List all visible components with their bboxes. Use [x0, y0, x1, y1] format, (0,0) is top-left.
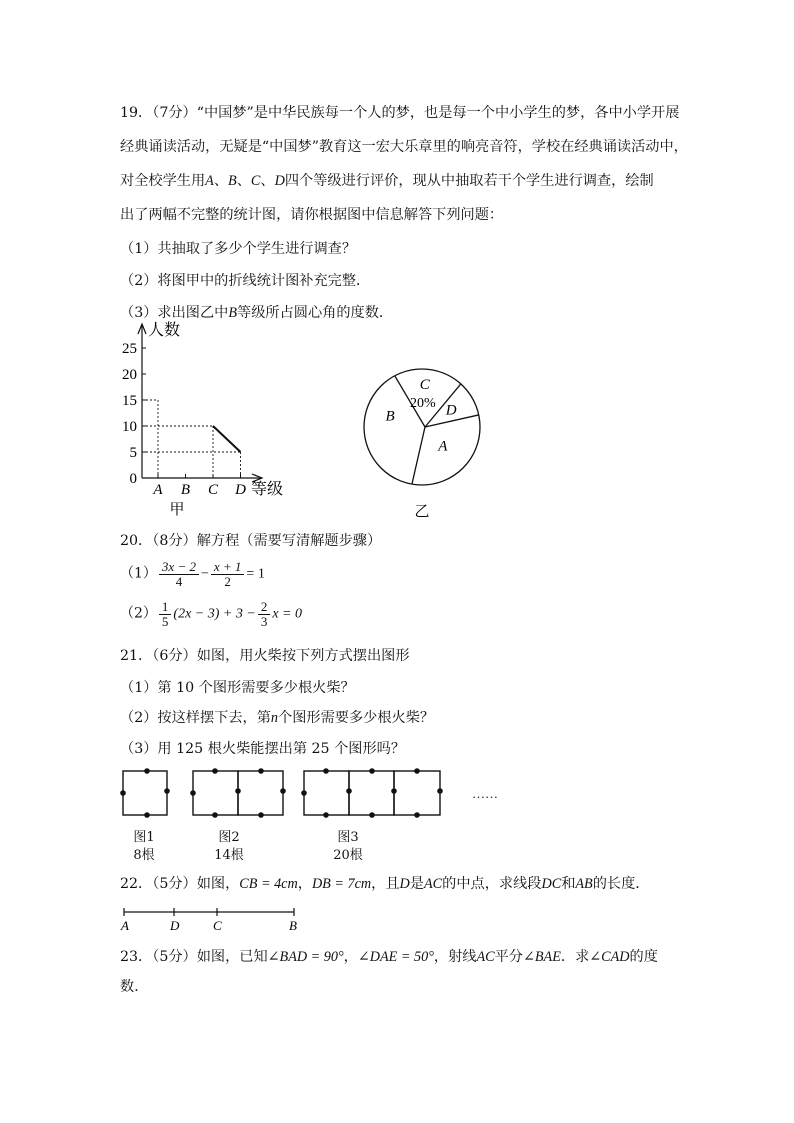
match-head — [323, 768, 329, 774]
grade-b-var: B — [228, 305, 238, 321]
pie-slice-value: 20% — [409, 396, 436, 412]
pie-chart — [342, 352, 502, 522]
eq2-f2-denominator: 3 — [260, 614, 268, 629]
angle-cad: ∠CAD — [589, 949, 630, 965]
fig1-count: 8根 — [133, 848, 155, 863]
grade-b-var: B — [228, 173, 237, 189]
fig1-name: 图1 — [133, 830, 155, 845]
match-head — [190, 790, 196, 796]
match-head — [369, 812, 375, 818]
eq2-mid: (2x − 3) + 3 − — [173, 606, 256, 622]
q23-text-c: 平分 — [494, 949, 523, 965]
sep: ， — [343, 949, 358, 965]
angle-dae: ∠DAE = 50° — [357, 949, 434, 965]
sep: ， — [297, 876, 312, 892]
grade-d-var: D — [274, 173, 285, 189]
q20-title: 20．（8分）解方程（需要写清解题步骤） — [120, 533, 382, 549]
eq1-f2-numerator: x + 1 — [211, 560, 245, 575]
q22-text-f: 的长度． — [592, 876, 650, 892]
match-head — [280, 788, 286, 794]
eq1-f1-numerator: 3x − 2 — [159, 560, 199, 575]
point-d-label: D — [170, 918, 180, 933]
eq1-label: （1） — [120, 565, 157, 582]
n-var: n — [270, 710, 278, 726]
angle-bae: ∠BAE — [522, 949, 561, 965]
matchstick-figures — [116, 764, 516, 824]
q22-text-d: 的中点，求线段 — [442, 876, 542, 892]
q21-sub-1: （1）第 10 个图形需要多少根火柴？ — [120, 680, 355, 696]
q19-line-3-text-b: 四个等级进行评价，现从中抽取若干个学生进行调查，绘制 — [284, 173, 654, 189]
segment-ab-var: AB — [575, 876, 593, 892]
pie-slice-label: A — [438, 438, 448, 455]
eq2-f1-denominator: 5 — [161, 614, 169, 629]
fig3-count: 20根 — [333, 848, 363, 863]
y-tick-label: 0 — [129, 471, 137, 487]
match-head — [258, 812, 264, 818]
q19-line-2: 经典诵读活动，无疑是“中国梦”教育这一宏大乐章里的响亮音符，学校在经典诵读活动中， — [120, 139, 688, 155]
q22-text-c: 是 — [409, 876, 424, 892]
line-chart-ylabel: 人数 — [148, 322, 181, 339]
q22-text-e: 和 — [561, 876, 576, 892]
pie-chart-caption: 乙 — [414, 504, 430, 520]
match-head — [369, 768, 375, 774]
segment-diagram — [118, 904, 318, 938]
y-tick-label: 15 — [122, 393, 137, 409]
match-head — [164, 788, 170, 794]
q21-sub-3: （3）用 125 根火柴能摆出第 25 个图形吗？ — [120, 741, 406, 757]
match-head — [414, 768, 420, 774]
match-head — [391, 788, 397, 794]
pie-slice-label: B — [385, 408, 395, 425]
q23-text-d: ．求 — [560, 949, 590, 965]
point-a-label: A — [121, 918, 129, 933]
line-chart-xlabel: 等级 — [251, 481, 284, 498]
match-head — [235, 788, 241, 794]
line-chart-ticks — [122, 341, 246, 498]
q20-equation-1 — [120, 560, 265, 589]
segment-dc-var: DC — [541, 876, 562, 892]
eq1-fraction-2 — [211, 560, 245, 589]
fig3-square-2 — [349, 771, 394, 815]
eq1-minus: − — [200, 566, 209, 582]
q19-line-3-text-a: 对全校学生用 — [120, 173, 206, 189]
y-tick-label: 25 — [122, 341, 137, 357]
q19-sub-3-text-a: （3）求出图乙中 — [120, 305, 229, 321]
eq2-f2-numerator: 2 — [258, 600, 271, 615]
grade-a-var: A — [205, 173, 214, 189]
fig3-name: 图3 — [337, 830, 359, 845]
fig2-count: 14根 — [214, 848, 244, 863]
q22-text-b: ，且 — [371, 876, 400, 892]
eq1-fraction-1 — [159, 560, 199, 589]
ray-ac-var: AC — [476, 949, 495, 965]
match-head — [120, 790, 126, 796]
match-head — [323, 812, 329, 818]
q19-sub-2: （2）将图甲中的折线统计图补充完整． — [120, 273, 371, 289]
q19-line-4: 出了两幅不完整的统计图，请你根据图中信息解答下列问题： — [120, 207, 504, 223]
y-tick-label: 20 — [122, 367, 137, 383]
fig2-name: 图2 — [218, 830, 240, 845]
db-length: DB = 7cm — [311, 876, 372, 892]
x-tick-label: D — [235, 482, 246, 498]
q19-sub-1: （1）共抽取了多少个学生进行调查？ — [120, 241, 357, 257]
line-chart-series — [213, 426, 241, 452]
sep: 、 — [260, 173, 275, 189]
match-head — [258, 768, 264, 774]
fig2-square-1 — [193, 771, 238, 815]
eq1-f1-denominator: 4 — [175, 574, 183, 589]
sep: 、 — [236, 173, 251, 189]
q22-text — [120, 873, 650, 893]
q22-text-a: 22．（5分）如图， — [120, 876, 240, 892]
q21-sub-2-text-b: 个图形需要多少根火柴？ — [278, 710, 435, 726]
y-tick-label: 5 — [129, 445, 137, 461]
fig3-square-3 — [394, 771, 440, 815]
point-b-label: B — [289, 918, 297, 933]
fig1-square — [123, 771, 167, 815]
eq2-rest: x = 0 — [272, 606, 302, 622]
q23-text-a: 23．（5分）如图，已知 — [120, 949, 268, 965]
match-head — [346, 788, 352, 794]
match-head — [212, 768, 218, 774]
q21-sub-2 — [120, 707, 434, 727]
q23-line-2: 数． — [120, 979, 149, 995]
fig3-square-1 — [304, 771, 349, 815]
match-head — [414, 812, 420, 818]
series-line-segment — [213, 426, 241, 452]
point-d-var: D — [399, 876, 410, 892]
x-tick-label: B — [180, 482, 191, 498]
line-chart — [112, 318, 312, 518]
x-tick-label: C — [207, 482, 219, 498]
q23-text-e: 的度 — [629, 949, 658, 965]
pie-slice-boundary — [412, 427, 425, 484]
fig2-square-2 — [238, 771, 283, 815]
x-tick-label: A — [153, 482, 163, 498]
segment-ac-var: AC — [424, 876, 443, 892]
figures-ellipsis: …… — [472, 786, 498, 801]
match-head — [437, 788, 443, 794]
sep: 、 — [213, 173, 229, 189]
line-chart-caption: 甲 — [169, 502, 185, 518]
match-head — [212, 812, 218, 818]
match-head — [144, 812, 150, 818]
eq1-rest: = 1 — [246, 566, 265, 582]
q19-sub-3-text-b: 等级所占圆心角的度数． — [237, 305, 394, 321]
q23-line-1 — [120, 946, 658, 966]
eq1-f2-denominator: 2 — [224, 574, 231, 589]
y-tick-label: 10 — [122, 419, 137, 435]
pie-slice-label: C — [419, 377, 430, 394]
q23-text-b: ，射线 — [433, 949, 477, 965]
eq2-fraction-1 — [159, 600, 172, 629]
point-c-label: C — [213, 918, 222, 933]
match-head — [301, 790, 307, 796]
q21-sub-2-text-a: （2）按这样摆下去，第 — [120, 710, 271, 726]
cb-length: CB = 4cm — [239, 876, 298, 892]
q21-title: 21．（6分）如图，用火柴按下列方式摆出图形 — [120, 648, 410, 664]
eq2-label: （2） — [120, 605, 157, 622]
eq2-f1-numerator: 1 — [159, 600, 172, 615]
line-chart-axes — [138, 324, 262, 482]
q20-equation-2 — [120, 600, 302, 629]
match-head — [144, 768, 150, 774]
grade-c-var: C — [250, 173, 261, 189]
eq2-fraction-2 — [258, 600, 271, 629]
q19-line-3 — [120, 170, 654, 190]
angle-bad: ∠BAD = 90° — [267, 949, 344, 965]
q19-line-1: 19．（7分）“中国梦”是中华民族每一个人的梦，也是每一个中小学生的梦，各中小学开展 — [120, 105, 680, 121]
pie-slice-label: D — [445, 402, 457, 419]
